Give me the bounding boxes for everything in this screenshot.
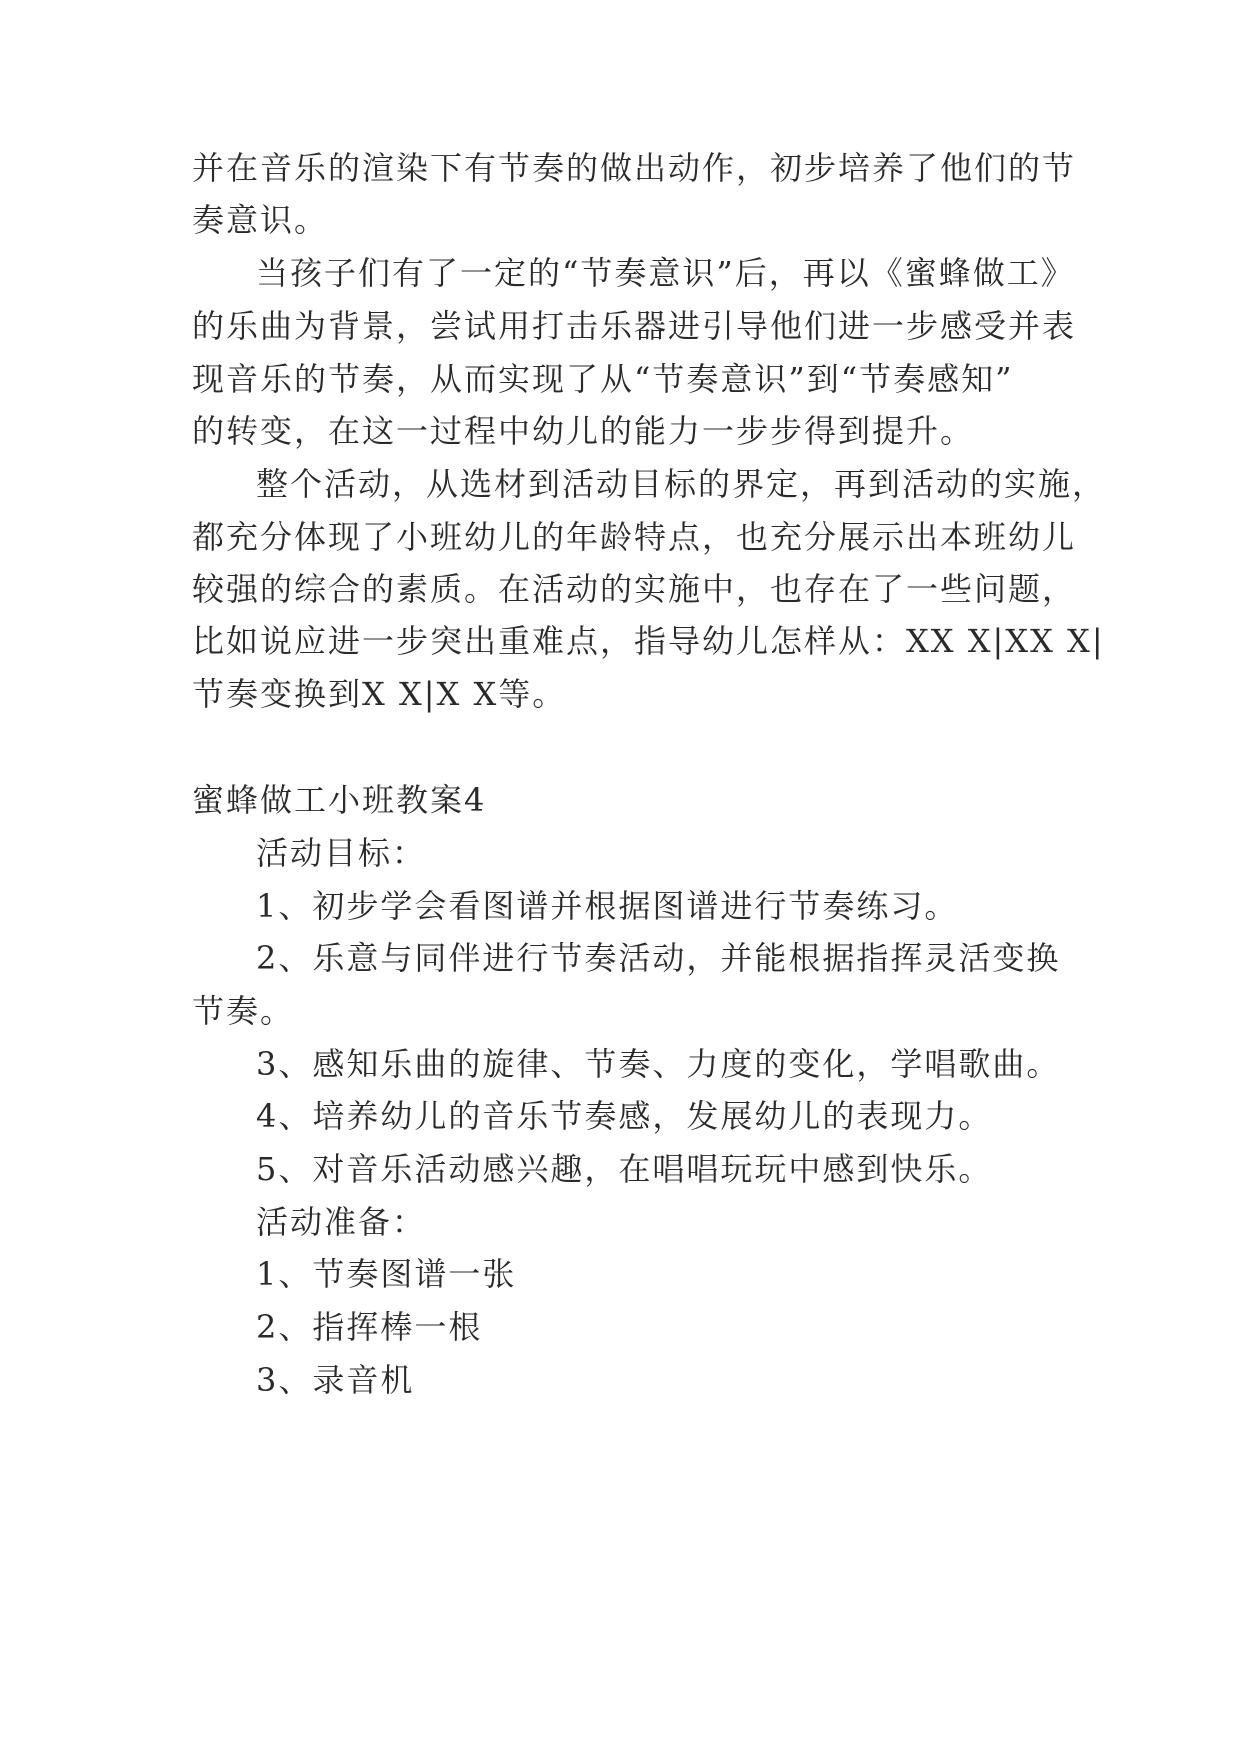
paragraph-line: 当孩子们有了一定的“节奏意识”后，再以《蜜蜂做工》 bbox=[256, 254, 1075, 292]
prep-item: 1、节奏图谱一张 bbox=[256, 1255, 517, 1293]
goals-heading: 活动目标： bbox=[256, 834, 427, 872]
prep-item: 2、指挥棒一根 bbox=[256, 1308, 483, 1346]
paragraph-line: 并在音乐的渲染下有节奏的做出动作，初步培养了他们的节 bbox=[192, 149, 1077, 187]
paragraph-line: 的乐曲为背景，尝试用打击乐器进引导他们进一步感受并表 bbox=[192, 307, 1077, 345]
prep-heading: 活动准备： bbox=[256, 1203, 427, 1241]
goal-item: 1、初步学会看图谱并根据图谱进行节奏练习。 bbox=[256, 887, 959, 925]
paragraph-line: 较强的综合的素质。在活动的实施中，也存在了一些问题， bbox=[192, 570, 1077, 608]
goal-item: 5、对音乐活动感兴趣，在唱唱玩玩中感到快乐。 bbox=[256, 1150, 993, 1188]
paragraph-line: 都充分体现了小班幼儿的年龄特点，也充分展示出本班幼儿 bbox=[192, 518, 1077, 556]
paragraph-line: 节奏变换到X X|X X等。 bbox=[192, 675, 567, 713]
paragraph-line: 比如说应进一步突出重难点，指导幼儿怎样从：XX X|XX X| bbox=[192, 622, 1105, 660]
goal-item-continuation: 节奏。 bbox=[192, 992, 295, 1030]
paragraph-line: 整个活动，从选材到活动目标的界定，再到活动的实施， bbox=[256, 465, 1107, 503]
paragraph-line: 奏意识。 bbox=[192, 201, 329, 239]
paragraph-line: 现音乐的节奏，从而实现了从“节奏意识”到“节奏感知” bbox=[192, 360, 1014, 398]
section-title: 蜜蜂做工小班教案4 bbox=[192, 781, 487, 819]
goal-item: 2、乐意与同伴进行节奏活动，并能根据指挥灵活变换 bbox=[256, 939, 1061, 977]
goal-item: 4、培养幼儿的音乐节奏感，发展幼儿的表现力。 bbox=[256, 1097, 993, 1135]
goal-item: 3、感知乐曲的旋律、节奏、力度的变化，学唱歌曲。 bbox=[256, 1045, 1061, 1083]
prep-item: 3、录音机 bbox=[256, 1361, 415, 1399]
paragraph-line: 的转变，在这一过程中幼儿的能力一步步得到提升。 bbox=[192, 412, 975, 450]
